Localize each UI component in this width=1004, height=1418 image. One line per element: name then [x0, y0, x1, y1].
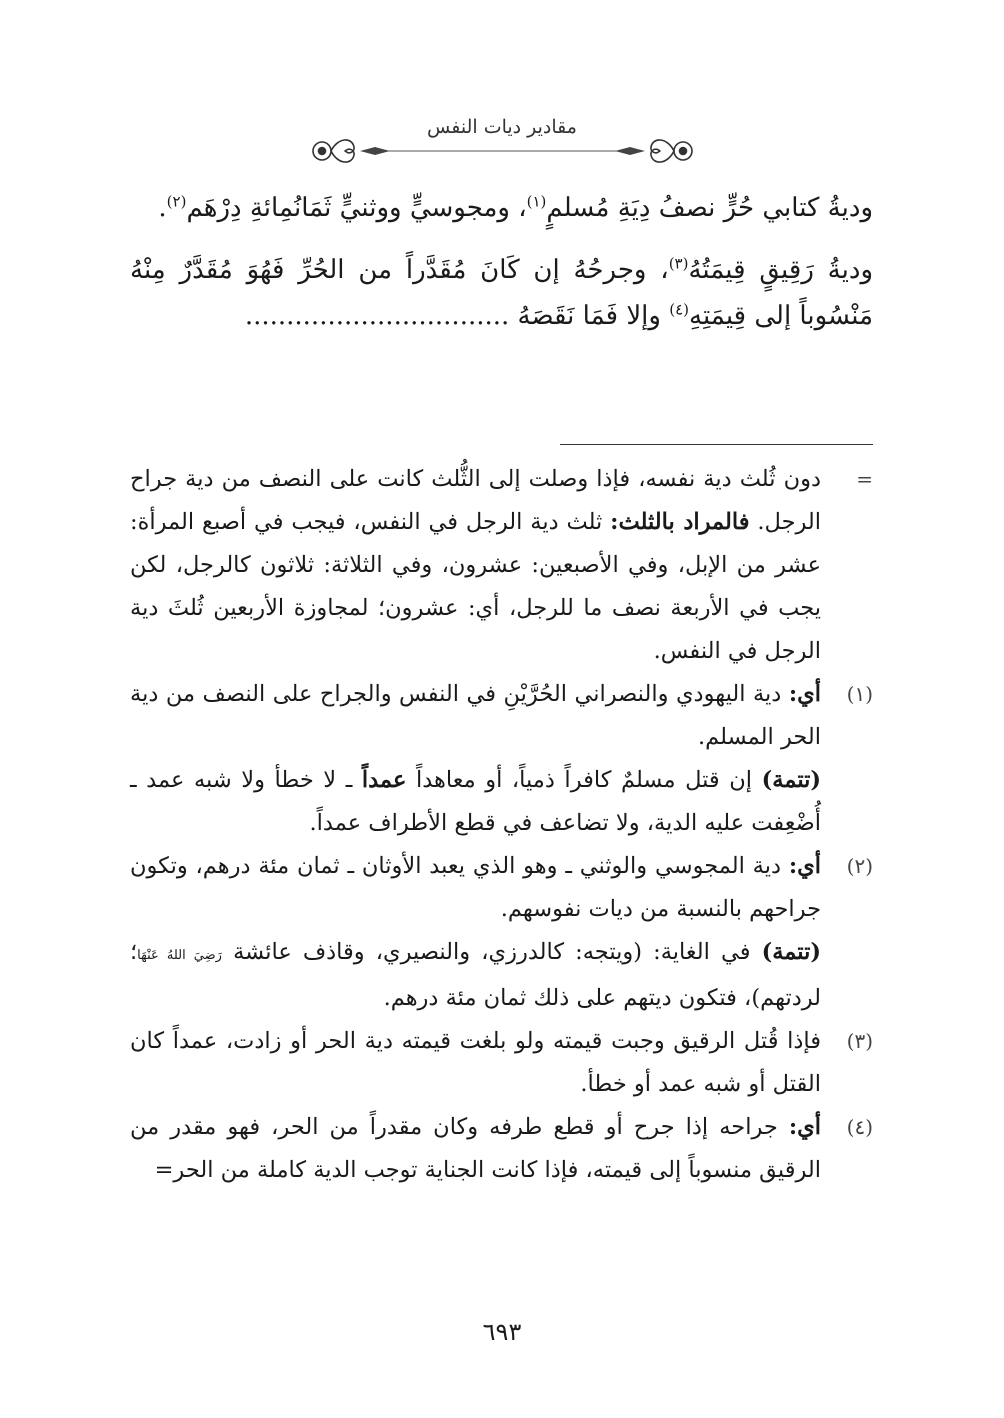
text: وديةُ رَقِيقٍ قِيمَتُهُ — [688, 255, 873, 285]
bold-text: (تتمة) — [761, 767, 822, 793]
bold-text: (تتمة) — [761, 939, 821, 965]
bold-text: أي: — [788, 681, 821, 707]
honorific-glyph: رَضِيَ اللهُ عَنْهَا — [137, 948, 222, 963]
footnote-ref-3: (٣) — [668, 254, 689, 273]
page-number: ٦٩٣ — [482, 1318, 522, 1346]
paragraph-diyah-raqiq — [130, 247, 873, 339]
text: فإذا قُتل الرقيق وجبت قيمته ولو بلغت قيمته دية الحر أو زادت، عمداً كان القتل أو شبه عمد أو خطأ. — [130, 1028, 821, 1097]
footnote-paragraph — [130, 931, 821, 1020]
footnote-number: (١) — [846, 682, 873, 706]
footnote-body — [130, 458, 821, 673]
bold-text: أي: — [788, 1114, 822, 1140]
footnote-body — [130, 845, 821, 1020]
footnote-1 — [130, 673, 873, 845]
running-header: مقادير ديات النفس — [427, 116, 577, 138]
text: جراحه إذا جرح أو قطع طرفه وكان مقدراً من الحر، فهو مقدر من الرقيق منسوباً إلى قيمته، فإذا كانت الجناية توجب الدية كاملة من الحر= — [130, 1114, 821, 1183]
footnote-paragraph — [130, 673, 821, 759]
text: في الغاية: (ويتجه: كالدرزي، والنصيري، وقاذف عائشة — [233, 939, 751, 965]
footnote-body — [130, 1020, 821, 1106]
footnote-separator — [560, 444, 873, 445]
bold-text: أي: — [788, 853, 821, 879]
main-text — [130, 185, 873, 355]
header-ornament — [300, 133, 705, 169]
dot-leader: ................................ — [244, 301, 510, 331]
footnote-ref-4: (٤) — [669, 300, 689, 319]
footnote-body — [130, 1106, 821, 1192]
footnote-number: (٤) — [846, 1115, 873, 1139]
footnote-paragraph — [130, 845, 821, 931]
text: وديةُ كتابي حُرٍّ نصفُ دِيَةِ مُسلمٍ — [546, 193, 873, 223]
footnote-body — [130, 673, 821, 845]
text: وإلا فَمَا نَقَصَهُ — [517, 301, 661, 331]
text: . — [158, 193, 167, 223]
text: دون ثُلث دية نفسه، فإذا وصلت إلى الثُّلث كانت على النصف من دية جراح الرجل. — [130, 466, 821, 535]
text: ثلث دية الرجل في النفس، فيجب في أصبع المرأة: عشر من الإبل، وفي الأصبعين: عشرون، وفي الثلاثة: ثلاثون كالرجل، لكن يجب في الأربعة نصف ما للرجل، أي: عشرون؛ لمجاوزة الأربعين ثُلثَ دية الرجل في النفس. — [130, 509, 821, 664]
text: إن قتل مسلمٌ كافراً ذمياً، أو معاهداً — [415, 767, 753, 793]
footnote-paragraph — [130, 759, 821, 845]
text: دية اليهودي والنصراني الحُرَّيْنِ في النفس والجراح على النصف من دية الحر المسلم. — [130, 681, 821, 750]
footnote-continued — [130, 458, 873, 673]
footnote-4 — [130, 1106, 873, 1192]
text: ، ومجوسيٍّ ووثنيٍّ ثَمَانُمِائةِ دِرْهَم — [186, 193, 527, 223]
footnote-number: (٣) — [846, 1029, 873, 1053]
footnote-ref-2: (٢) — [166, 192, 187, 211]
continuation-mark: = — [856, 467, 873, 491]
bold-text: عمداً — [361, 767, 407, 793]
text: ـ لا خطأ ولا شبه عمد ـ أُضْعِفت عليه الدية، ولا تضاعف في قطع الأطراف عمداً. — [130, 767, 821, 836]
paragraph-diyah-kitabi — [130, 185, 873, 231]
footnotes — [130, 458, 873, 1192]
text: دية المجوسي والوثني ـ وهو الذي يعبد الأوثان ـ ثمان مئة درهم، وتكون جراحهم بالنسبة من ديات نفوسهم. — [130, 853, 821, 922]
bold-text: فالمراد بالثلث: — [610, 509, 750, 535]
text: ، وجرحُهُ إن كَانَ مُقَدَّراً من الحُرِّ فَهُوَ مُقَدَّرٌ مِنْهُ مَنْسُوباً إلى قِيمَتِهِ — [130, 255, 873, 331]
footnote-number: (٢) — [846, 854, 873, 878]
footnote-2 — [130, 845, 873, 1020]
text: ؛ لردتهم)، فتكون ديتهم على ذلك ثمان مئة درهم. — [130, 939, 821, 1011]
footnote-ref-1: (١) — [526, 192, 547, 211]
footnote-3 — [130, 1020, 873, 1106]
